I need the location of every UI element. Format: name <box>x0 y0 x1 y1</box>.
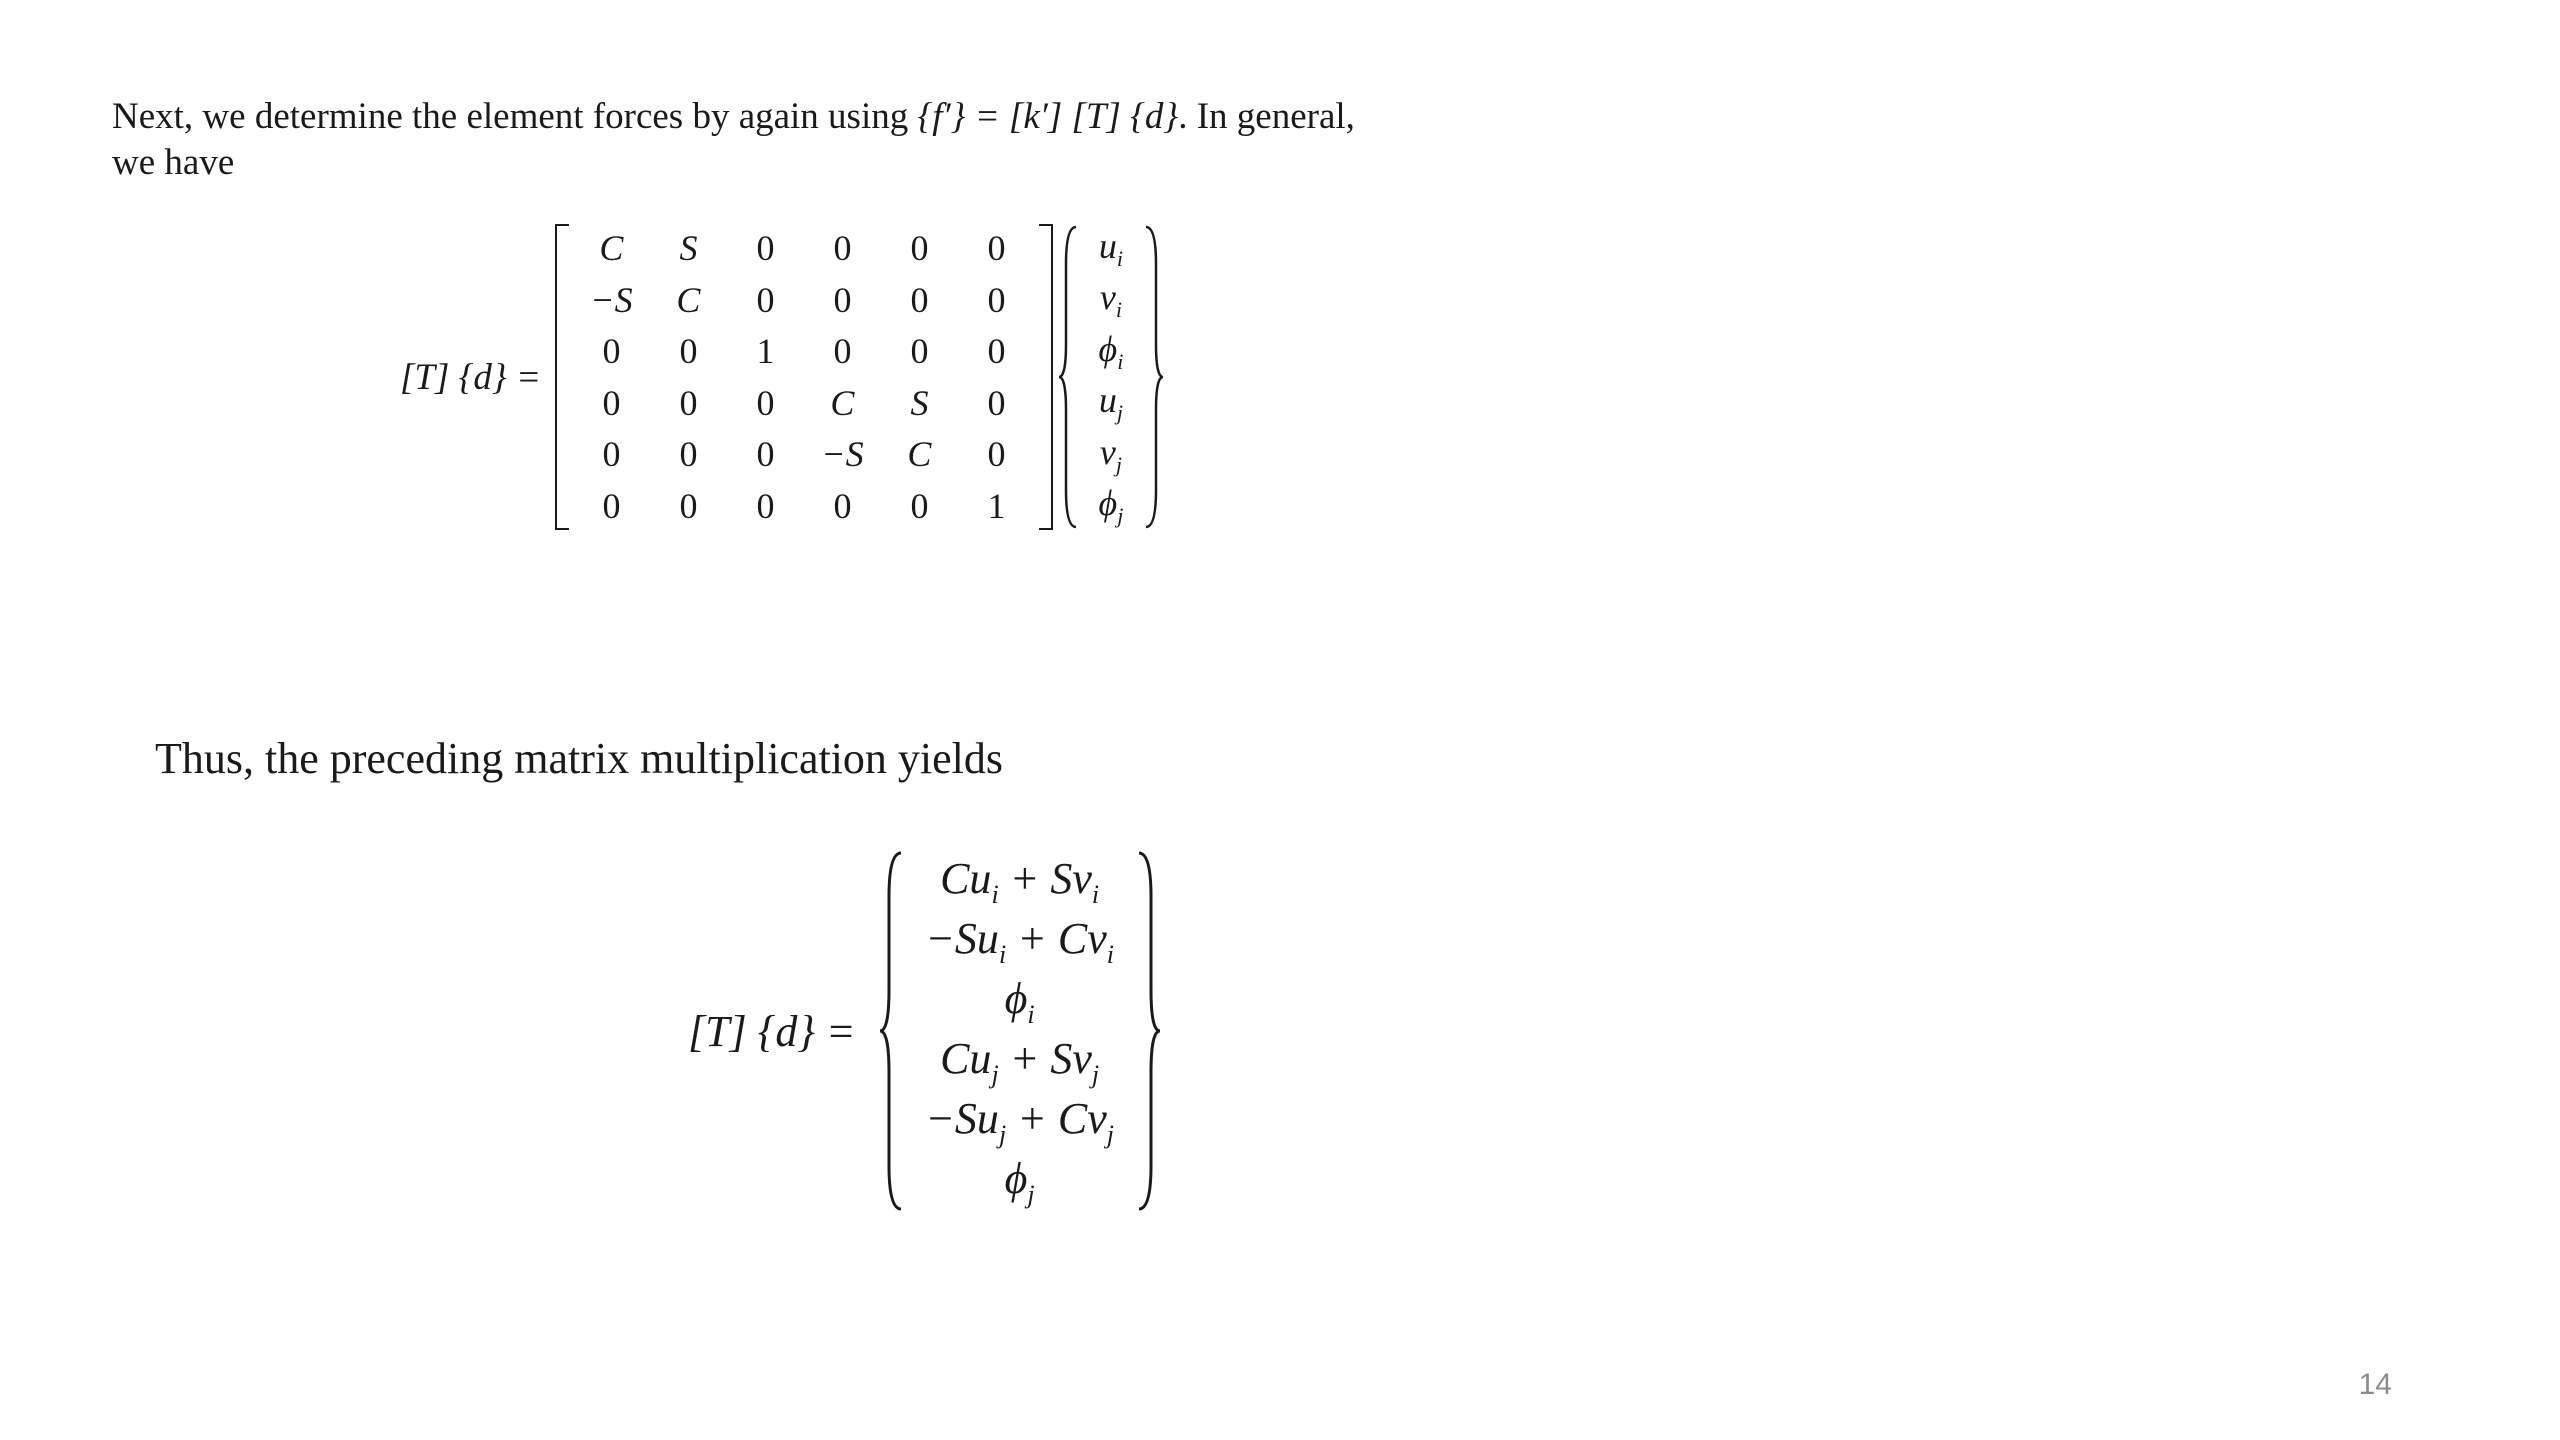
result-subscript: i <box>1091 879 1100 909</box>
matrix-cell: S <box>679 228 698 269</box>
matrix-cell: 0 <box>602 485 621 526</box>
matrix-cell: 0 <box>756 434 775 475</box>
intro-text-end: . In general, <box>1178 96 1355 137</box>
matrix-cell: 0 <box>602 331 621 372</box>
result-entry <box>1005 1153 1035 1210</box>
matrix-cell: 0 <box>987 382 1006 423</box>
result-term: −Su <box>925 913 999 963</box>
matrix-cell: 0 <box>910 331 929 372</box>
result-subscript: j <box>991 1059 999 1089</box>
matrix-left-bracket <box>555 224 569 530</box>
intro-formula: {f′} = [k′] [T] {d} <box>917 96 1179 137</box>
matrix-cell: 0 <box>910 485 929 526</box>
result-vector <box>904 851 1136 1211</box>
matrix-grid <box>569 223 1039 532</box>
matrix-cell: 0 <box>679 434 698 475</box>
intro-paragraph <box>112 94 1532 186</box>
matrix-cell: −S <box>821 434 864 475</box>
matrix-cell: C <box>830 382 855 423</box>
transformation-matrix <box>555 222 1053 532</box>
matrix-cell: 0 <box>679 382 698 423</box>
vector-left-brace <box>1057 224 1079 530</box>
matrix-cell: 0 <box>756 485 775 526</box>
result-left-brace <box>878 850 904 1212</box>
result-right-brace <box>1136 850 1162 1212</box>
displacement-vector <box>1057 222 1165 532</box>
result-term: + Cv <box>1006 913 1107 963</box>
result-intro-text: Thus, the preceding matrix multiplication yields <box>155 734 1004 783</box>
result-equation <box>688 848 1162 1214</box>
vector-subscript: i <box>1117 348 1124 374</box>
result-subscript: j <box>1091 1059 1100 1089</box>
vector-symbol: u <box>1098 380 1117 421</box>
result-term: ϕ <box>1004 973 1028 1023</box>
result-term: Cu <box>940 853 992 903</box>
intro-text-line2: we have <box>112 142 235 183</box>
result-term: + Sv <box>998 1033 1092 1083</box>
result-subscript: j <box>1106 1119 1114 1149</box>
matrix-cell: S <box>910 382 929 423</box>
matrix-cell: 0 <box>987 228 1006 269</box>
vector-entry <box>1099 225 1123 272</box>
vector-entry <box>1099 482 1124 529</box>
vector-entry <box>1099 379 1123 426</box>
result-subscript: i <box>991 879 999 909</box>
matrix-cell: C <box>599 228 624 269</box>
matrix-cell: 0 <box>833 331 852 372</box>
equation2-lhs: [T] {d} = <box>688 1006 856 1056</box>
vector-entry <box>1100 276 1122 323</box>
vector-entries <box>1079 223 1143 532</box>
matrix-cell: 0 <box>910 279 929 320</box>
vector-subscript: j <box>1117 503 1124 529</box>
vector-symbol: u <box>1098 225 1117 266</box>
vector-subscript: i <box>1116 245 1123 271</box>
result-term: + Cv <box>1006 1093 1107 1143</box>
result-entry <box>925 913 1114 970</box>
page-number: 14 <box>2358 1368 2392 1401</box>
vector-entry <box>1100 431 1122 478</box>
vector-symbol: ϕ <box>1098 328 1118 369</box>
matrix-cell: 0 <box>679 485 698 526</box>
result-term: Cu <box>940 1033 992 1083</box>
result-term: + Sv <box>998 853 1092 903</box>
matrix-cell: 0 <box>756 382 775 423</box>
matrix-cell: 0 <box>987 331 1006 372</box>
vector-symbol: v <box>1099 431 1116 472</box>
vector-subscript: j <box>1115 451 1122 477</box>
matrix-cell: 0 <box>602 382 621 423</box>
result-entry <box>940 853 1099 910</box>
matrix-cell: 0 <box>756 279 775 320</box>
result-entry <box>925 1093 1114 1150</box>
matrix-cell: 0 <box>833 485 852 526</box>
vector-right-brace <box>1143 224 1165 530</box>
result-entry <box>940 1033 1099 1090</box>
matrix-cell: 0 <box>833 279 852 320</box>
matrix-right-bracket <box>1039 224 1053 530</box>
vector-symbol: v <box>1099 277 1116 318</box>
matrix-cell: 0 <box>987 434 1006 475</box>
matrix-cell: C <box>676 279 701 320</box>
matrix-cell: 0 <box>910 228 929 269</box>
equation1-lhs: [T] {d} = <box>400 356 541 398</box>
matrix-cell: 0 <box>987 279 1006 320</box>
result-subscript: i <box>1106 939 1114 969</box>
vector-entry <box>1099 328 1124 375</box>
vector-symbol: ϕ <box>1098 483 1118 524</box>
result-subscript: j <box>998 1119 1007 1149</box>
vector-subscript: j <box>1116 400 1123 426</box>
matrix-cell: 0 <box>679 331 698 372</box>
matrix-cell: −S <box>590 279 633 320</box>
matrix-cell: 0 <box>756 228 775 269</box>
intro-text-start: Next, we determine the element forces by again using <box>112 96 918 137</box>
result-term: ϕ <box>1004 1153 1028 1203</box>
result-subscript: j <box>1027 1179 1035 1209</box>
vector-subscript: i <box>1115 297 1122 323</box>
transformation-equation <box>400 222 1165 532</box>
matrix-cell: 0 <box>602 434 621 475</box>
result-entry <box>1005 973 1035 1030</box>
result-term: −Su <box>925 1093 999 1143</box>
matrix-cell: 0 <box>833 228 852 269</box>
matrix-cell: 1 <box>987 485 1006 526</box>
result-subscript: i <box>998 939 1007 969</box>
result-subscript: i <box>1027 999 1035 1029</box>
matrix-cell: 1 <box>756 331 775 372</box>
matrix-cell: C <box>907 434 932 475</box>
